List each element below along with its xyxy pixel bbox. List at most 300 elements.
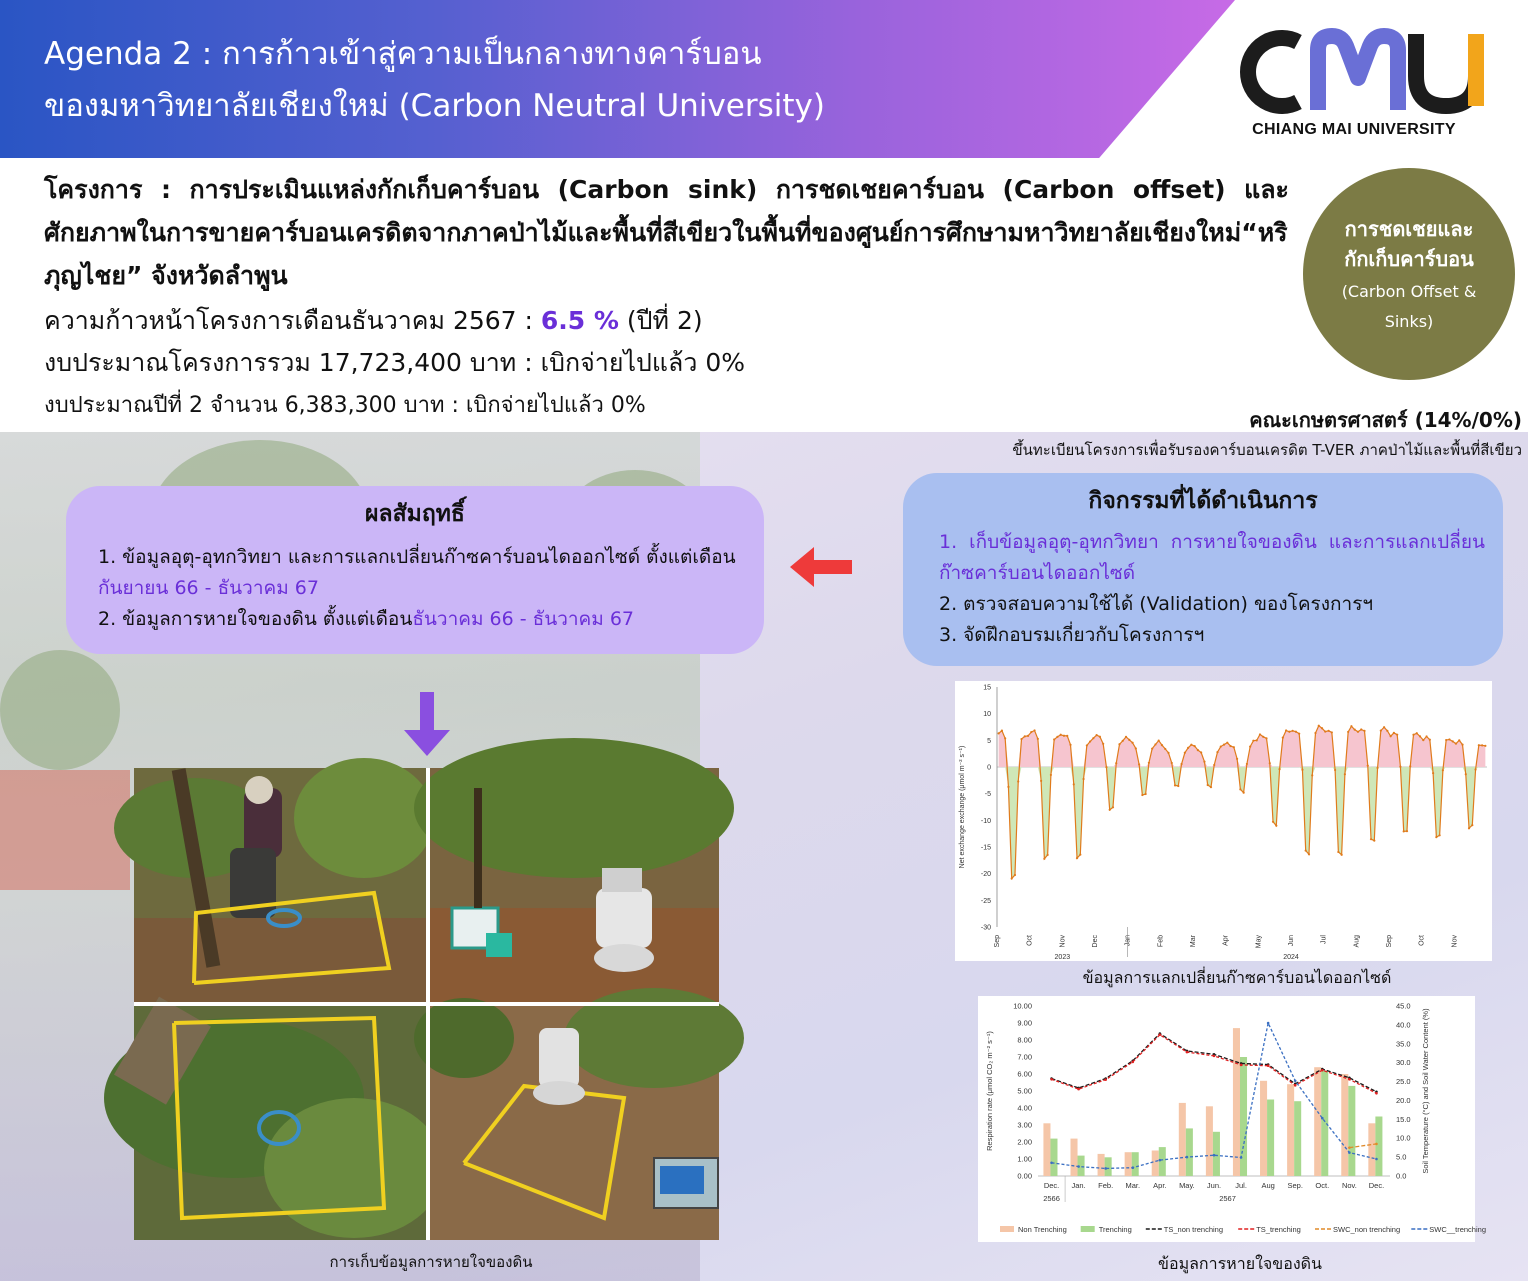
x-tick-label: Jul. bbox=[1235, 1181, 1247, 1190]
x-tick-label: Oct bbox=[1418, 935, 1426, 946]
badge-line-1: การชดเชยและ bbox=[1344, 217, 1474, 241]
y-tick-label: 10.00 bbox=[1013, 1001, 1032, 1011]
data-point bbox=[1354, 729, 1356, 731]
line-point bbox=[1348, 1146, 1351, 1149]
data-point bbox=[1288, 731, 1290, 733]
photo-soil-collar bbox=[104, 997, 444, 1240]
data-point bbox=[1216, 751, 1218, 753]
results-item-text: 1. ข้อมูลอุตุ-อุทกวิทยา และการแลกเปลี่ยนก๊าซคาร์บอนไดออกไซด์ ตั้งแต่เดือน bbox=[98, 546, 736, 568]
line-point bbox=[1375, 1158, 1378, 1161]
data-point bbox=[1360, 728, 1362, 730]
y-tick-label: -30 bbox=[980, 924, 991, 932]
data-point bbox=[1393, 732, 1395, 734]
arrow-left-icon bbox=[788, 545, 854, 589]
data-point bbox=[1180, 763, 1182, 765]
data-point bbox=[1027, 735, 1029, 737]
data-point bbox=[1154, 743, 1156, 745]
line-point bbox=[1321, 1069, 1324, 1072]
bar-non-trenching bbox=[1233, 1028, 1240, 1176]
year-label: 2023 bbox=[1054, 954, 1071, 961]
y-tick-label: 0.00 bbox=[1017, 1171, 1032, 1181]
data-point bbox=[1461, 744, 1463, 746]
data-point bbox=[1007, 786, 1009, 788]
x-tick-label: Jan bbox=[1124, 935, 1132, 947]
x-tick-label: Aug bbox=[1353, 935, 1361, 948]
data-point bbox=[1442, 769, 1444, 771]
x-tick-label: Oct. bbox=[1315, 1181, 1330, 1190]
data-point bbox=[1184, 752, 1186, 754]
bar-non-trenching bbox=[1125, 1152, 1132, 1176]
year-label: 2567 bbox=[1219, 1194, 1236, 1203]
photo-field-worker bbox=[114, 758, 434, 1002]
data-point bbox=[1429, 739, 1431, 741]
x-tick-label: Dec. bbox=[1043, 1181, 1060, 1190]
data-point bbox=[1380, 730, 1382, 732]
data-point bbox=[998, 732, 1000, 734]
line-point bbox=[1321, 1117, 1324, 1120]
data-point bbox=[1321, 727, 1323, 729]
data-point bbox=[1334, 769, 1336, 771]
x-tick-label: Dec bbox=[1092, 935, 1099, 948]
negative-exchange-area bbox=[999, 767, 1486, 878]
data-point bbox=[1468, 827, 1470, 829]
data-point bbox=[1337, 851, 1339, 853]
badge-line-3: (Carbon Offset & bbox=[1341, 282, 1477, 301]
data-point bbox=[1050, 774, 1052, 776]
y2-tick-label: 20.0 bbox=[1396, 1095, 1411, 1105]
y2-tick-label: 35.0 bbox=[1396, 1039, 1411, 1049]
y2-tick-label: 30.0 bbox=[1396, 1058, 1411, 1068]
data-point bbox=[1318, 725, 1320, 727]
data-point bbox=[1376, 767, 1378, 769]
data-point bbox=[1063, 735, 1065, 737]
data-point bbox=[1445, 739, 1447, 741]
x-tick-label: Nov. bbox=[1341, 1181, 1357, 1190]
bar-trenching bbox=[1321, 1071, 1328, 1176]
data-point bbox=[1386, 730, 1388, 732]
data-point bbox=[1033, 729, 1035, 731]
y2-tick-label: 40.0 bbox=[1396, 1020, 1411, 1030]
carbon-offset-badge bbox=[1303, 168, 1515, 380]
data-point bbox=[1481, 744, 1483, 746]
line-point bbox=[1159, 1159, 1162, 1162]
data-point bbox=[1066, 735, 1068, 737]
line-point bbox=[1050, 1078, 1053, 1081]
y-tick-label: 8.00 bbox=[1017, 1035, 1032, 1045]
results-title: ผลสัมฤทธิ์ bbox=[365, 501, 465, 527]
data-point bbox=[1390, 735, 1392, 737]
data-point bbox=[1037, 738, 1039, 740]
line-point bbox=[1077, 1165, 1080, 1168]
data-point bbox=[1164, 748, 1166, 750]
building-decoration bbox=[0, 770, 130, 890]
y2-tick-label: 45.0 bbox=[1396, 1001, 1411, 1011]
data-point bbox=[1174, 784, 1176, 786]
legend-label: TS_non trenching bbox=[1163, 1225, 1224, 1234]
y-tick-label: 0 bbox=[987, 764, 991, 772]
y-tick-label: 5.00 bbox=[1017, 1086, 1032, 1096]
data-point bbox=[1158, 739, 1160, 741]
data-point bbox=[1200, 751, 1202, 753]
x-tick-label: Oct bbox=[1026, 935, 1034, 946]
bar-non-trenching bbox=[1260, 1081, 1267, 1176]
bar-non-trenching bbox=[1043, 1123, 1050, 1176]
data-point bbox=[1043, 858, 1045, 860]
data-point bbox=[1249, 746, 1251, 748]
data-point bbox=[1275, 825, 1277, 827]
y-tick-label: 7.00 bbox=[1017, 1052, 1032, 1062]
data-point bbox=[1141, 794, 1143, 796]
bar-non-trenching bbox=[1368, 1123, 1375, 1176]
title-line-2: ของมหาวิทยาลัยเชียงใหม่ (Carbon Neutral University) bbox=[44, 88, 825, 124]
data-point bbox=[1082, 778, 1084, 780]
data-point bbox=[1324, 730, 1326, 732]
bar-trenching bbox=[1213, 1132, 1220, 1176]
bar-non-trenching bbox=[1314, 1067, 1321, 1176]
budget-year-2: งบประมาณปีที่ 2 จำนวน 6,383,300 บาท : เบิกจ่ายไปแล้ว 0% bbox=[44, 393, 646, 418]
bar-trenching bbox=[1267, 1100, 1274, 1177]
tree-decoration bbox=[0, 650, 120, 770]
data-point bbox=[1367, 765, 1369, 767]
data-point bbox=[1246, 763, 1248, 765]
data-point bbox=[1161, 744, 1163, 746]
progress-value: 6.5 % bbox=[540, 306, 619, 335]
data-point bbox=[1432, 772, 1434, 774]
data-point bbox=[1047, 854, 1049, 856]
data-point bbox=[1233, 746, 1235, 748]
activities-item: 1. เก็บข้อมูลอุตุ-อุทกวิทยา การหายใจของดิน และการแลกเปลี่ยนก๊าซคาร์บอนไดออกไซด์ bbox=[939, 531, 1485, 584]
data-point bbox=[1285, 729, 1287, 731]
data-point bbox=[1203, 761, 1205, 763]
data-point bbox=[1190, 744, 1192, 746]
progress-suffix: (ปีที่ 2) bbox=[626, 306, 703, 335]
data-point bbox=[1073, 783, 1075, 785]
data-point bbox=[1259, 733, 1261, 735]
data-point bbox=[1435, 836, 1437, 838]
budget-total: งบประมาณโครงการรวม 17,723,400 บาท : เบิกจ่ายไปแล้ว 0% bbox=[44, 348, 745, 377]
data-point bbox=[1422, 739, 1424, 741]
x-tick-label: Nov bbox=[1059, 935, 1067, 948]
data-point bbox=[1024, 735, 1026, 737]
y2-tick-label: 5.0 bbox=[1396, 1152, 1407, 1162]
bar-trenching bbox=[1348, 1086, 1355, 1176]
legend-label: Non Trenching bbox=[1018, 1225, 1067, 1234]
data-point bbox=[1122, 740, 1124, 742]
data-point bbox=[1383, 726, 1385, 728]
results-item-text: 2. ข้อมูลการหายใจของดิน ตั้งแต่เดือน bbox=[98, 608, 413, 630]
progress-label: ความก้าวหน้าโครงการเดือนธันวาคม 2567 : bbox=[44, 306, 533, 335]
data-point bbox=[1295, 731, 1297, 733]
line-point bbox=[1186, 1051, 1189, 1054]
data-point bbox=[1278, 768, 1280, 770]
photo-analyzer-setup bbox=[414, 988, 744, 1240]
data-point bbox=[1020, 738, 1022, 740]
data-point bbox=[1458, 739, 1460, 741]
badge-line-4: Sinks) bbox=[1384, 312, 1434, 331]
data-point bbox=[1341, 854, 1343, 856]
line-point bbox=[1294, 1084, 1297, 1087]
data-point bbox=[1099, 736, 1101, 738]
data-point bbox=[1272, 821, 1274, 823]
results-box bbox=[66, 486, 764, 654]
data-point bbox=[1210, 786, 1212, 788]
data-point bbox=[1167, 752, 1169, 754]
y2-axis-label: Soil Temperature (°C) and Soil Water Content (%) bbox=[1421, 1008, 1430, 1174]
co2-exchange-chart bbox=[955, 681, 1492, 961]
data-point bbox=[1229, 745, 1231, 747]
bar-trenching bbox=[1132, 1152, 1139, 1176]
year-label: 2566 bbox=[1043, 1194, 1060, 1203]
data-point bbox=[1373, 839, 1375, 841]
data-point bbox=[1145, 793, 1147, 795]
line-point bbox=[1240, 1064, 1243, 1067]
activities-box bbox=[903, 473, 1503, 666]
badge-line-2: กักเก็บคาร์บอน bbox=[1344, 247, 1474, 271]
line-point bbox=[1104, 1078, 1107, 1081]
data-point bbox=[1069, 744, 1071, 746]
data-point bbox=[1076, 857, 1078, 859]
results-item bbox=[98, 604, 748, 635]
y-tick-label: -5 bbox=[984, 791, 991, 799]
data-point bbox=[1092, 737, 1094, 739]
legend-swatch bbox=[1000, 1226, 1014, 1232]
data-point bbox=[1478, 744, 1480, 746]
data-point bbox=[1452, 740, 1454, 742]
x-tick-label: Feb bbox=[1157, 935, 1165, 948]
bar-trenching bbox=[1186, 1128, 1193, 1176]
arrow-down-icon bbox=[402, 690, 452, 758]
data-point bbox=[1236, 758, 1238, 760]
data-point bbox=[1265, 737, 1267, 739]
data-point bbox=[1471, 824, 1473, 826]
data-point bbox=[1131, 742, 1133, 744]
data-point bbox=[1105, 766, 1107, 768]
photos-caption: การเก็บข้อมูลการหายใจของดิน bbox=[329, 1253, 533, 1271]
data-point bbox=[1425, 735, 1427, 737]
data-point bbox=[1474, 768, 1476, 770]
x-tick-label: Jun bbox=[1288, 935, 1295, 947]
x-tick-label: Jul bbox=[1320, 935, 1328, 944]
line-point bbox=[1375, 1143, 1378, 1146]
data-point bbox=[1011, 877, 1013, 879]
soil-chart-caption: ข้อมูลการหายใจของดิน bbox=[1158, 1254, 1322, 1273]
y-tick-label: -20 bbox=[980, 871, 991, 879]
project-title: โครงการ : การประเมินแหล่งกักเก็บคาร์บอน (Carbon sink) การชดเชยคาร์บอน (Carbon offset) และศักยภาพในการขายคาร์บอนเครดิตจากภาคป่าไม้และพื้นที่สีเขียวในพื้นที่ของศูนย์การศึกษามหาวิทยาลัยเชียงใหม่“หริภุญไชย” จังหวัดลำพูน bbox=[44, 175, 1289, 290]
line-point bbox=[1267, 1022, 1270, 1025]
line-point bbox=[1267, 1064, 1270, 1067]
bar-non-trenching bbox=[1206, 1106, 1213, 1176]
y2-tick-label: 10.0 bbox=[1396, 1133, 1411, 1143]
data-point bbox=[1412, 734, 1414, 736]
y-axis-label: Net exchange exchange (μmol m⁻² s⁻¹) bbox=[959, 745, 966, 869]
data-point bbox=[1344, 773, 1346, 775]
data-point bbox=[1079, 854, 1081, 856]
line-point bbox=[1348, 1151, 1351, 1154]
bar-trenching bbox=[1105, 1157, 1112, 1176]
data-point bbox=[1350, 725, 1352, 727]
y-tick-label: 2.00 bbox=[1017, 1137, 1032, 1147]
line-point bbox=[1294, 1080, 1297, 1083]
data-point bbox=[1138, 763, 1140, 765]
net-exchange-line bbox=[999, 726, 1486, 879]
line-point bbox=[1131, 1061, 1134, 1064]
data-point bbox=[1331, 731, 1333, 733]
data-point bbox=[1370, 838, 1372, 840]
bar-non-trenching bbox=[1152, 1151, 1159, 1177]
line-point bbox=[1186, 1156, 1189, 1159]
x-tick-label: Feb. bbox=[1098, 1181, 1114, 1190]
data-point bbox=[1102, 743, 1104, 745]
bar-non-trenching bbox=[1287, 1084, 1294, 1176]
field-photos bbox=[134, 768, 719, 1240]
data-point bbox=[1060, 734, 1062, 736]
data-point bbox=[1220, 745, 1222, 747]
data-point bbox=[1207, 784, 1209, 786]
data-point bbox=[1269, 762, 1271, 764]
data-point bbox=[1223, 744, 1225, 746]
bar-non-trenching bbox=[1070, 1139, 1077, 1176]
line-point bbox=[1213, 1055, 1216, 1058]
data-point bbox=[1308, 853, 1310, 855]
legend-swatch bbox=[1081, 1226, 1095, 1232]
data-point bbox=[1056, 736, 1058, 738]
data-point bbox=[1448, 738, 1450, 740]
data-point bbox=[1292, 730, 1294, 732]
data-point bbox=[1327, 730, 1329, 732]
y2-tick-label: 0.0 bbox=[1396, 1171, 1407, 1181]
y-tick-label: 10 bbox=[983, 711, 991, 719]
line-point bbox=[1159, 1033, 1162, 1036]
y-tick-label: 9.00 bbox=[1017, 1018, 1032, 1028]
activities-title: กิจกรรมที่ได้ดำเนินการ bbox=[1088, 488, 1318, 514]
bar-non-trenching bbox=[1341, 1074, 1348, 1176]
x-tick-label: May bbox=[1255, 935, 1263, 949]
activities-item: 3. จัดฝึกอบรมเกี่ยวกับโครงการฯ bbox=[939, 624, 1205, 646]
line-point bbox=[1050, 1161, 1053, 1164]
data-point bbox=[1311, 774, 1313, 776]
data-point bbox=[1484, 745, 1486, 747]
data-point bbox=[1409, 765, 1411, 767]
x-tick-label: Sep bbox=[1386, 935, 1393, 948]
x-tick-label: Apr bbox=[1222, 935, 1230, 946]
bar-non-trenching bbox=[1098, 1154, 1105, 1176]
bar-trenching bbox=[1159, 1147, 1166, 1176]
line-point bbox=[1240, 1156, 1243, 1159]
x-tick-label: Nov bbox=[1451, 935, 1459, 948]
x-tick-label: Jun. bbox=[1206, 1181, 1222, 1190]
results-item-period: กันยายน 66 - ธันวาคม 67 bbox=[98, 577, 319, 599]
line-point bbox=[1104, 1167, 1107, 1170]
y-tick-label: 3.00 bbox=[1017, 1120, 1032, 1130]
legend-label: TS_trenching bbox=[1256, 1225, 1301, 1234]
bar-non-trenching bbox=[1179, 1103, 1186, 1176]
x-tick-label: Dec. bbox=[1368, 1181, 1385, 1190]
bar-trenching bbox=[1375, 1117, 1382, 1177]
data-point bbox=[1089, 740, 1091, 742]
data-point bbox=[1187, 747, 1189, 749]
photo-collage bbox=[134, 768, 719, 1240]
data-point bbox=[1171, 762, 1173, 764]
x-tick-label: Apr. bbox=[1153, 1181, 1167, 1190]
data-point bbox=[1239, 788, 1241, 790]
data-point bbox=[1465, 773, 1467, 775]
data-point bbox=[1125, 736, 1127, 738]
activities-item: 2. ตรวจสอบความใช้ได้ (Validation) ของโครงการฯ bbox=[939, 593, 1374, 615]
title-line-1: Agenda 2 : การก้าวเข้าสู่ความเป็นกลางทางคาร์บอน bbox=[44, 36, 762, 72]
y-tick-label: -10 bbox=[980, 817, 991, 825]
x-tick-label: Sep. bbox=[1287, 1181, 1303, 1190]
x-tick-label: May. bbox=[1179, 1181, 1195, 1190]
y-tick-label: 15 bbox=[983, 684, 991, 692]
soil-respiration-chart bbox=[978, 996, 1487, 1242]
legend-label: Trenching bbox=[1098, 1225, 1132, 1234]
co2-chart-caption: ข้อมูลการแลกเปลี่ยนก๊าซคาร์บอนไดออกไซด์ bbox=[1082, 968, 1392, 987]
x-tick-label: Sep bbox=[994, 935, 1001, 948]
data-point bbox=[1416, 732, 1418, 734]
data-point bbox=[1243, 792, 1245, 794]
data-point bbox=[1001, 730, 1003, 732]
line-point bbox=[1131, 1166, 1134, 1169]
logo-subtext: CHIANG MAI UNIVERSITY bbox=[1252, 121, 1456, 138]
line-point bbox=[1213, 1154, 1216, 1157]
y-tick-label: 4.00 bbox=[1017, 1103, 1032, 1113]
data-point bbox=[1226, 742, 1228, 744]
data-point bbox=[1151, 748, 1153, 750]
line-point bbox=[1375, 1092, 1378, 1095]
data-point bbox=[1118, 743, 1120, 745]
data-point bbox=[1096, 734, 1098, 736]
data-point bbox=[1252, 740, 1254, 742]
data-point bbox=[1017, 780, 1019, 782]
data-point bbox=[1419, 735, 1421, 737]
data-point bbox=[1194, 745, 1196, 747]
legend-label: SWC_non trenching bbox=[1333, 1225, 1401, 1234]
y-tick-label: -25 bbox=[980, 897, 991, 905]
data-point bbox=[1455, 743, 1457, 745]
data-point bbox=[1213, 764, 1215, 766]
data-point bbox=[1197, 749, 1199, 751]
results-item bbox=[98, 542, 748, 604]
data-point bbox=[1262, 736, 1264, 738]
data-point bbox=[1177, 785, 1179, 787]
photo-chamber-instrument bbox=[414, 738, 734, 1002]
data-point bbox=[1128, 739, 1130, 741]
data-point bbox=[1301, 769, 1303, 771]
data-point bbox=[1347, 731, 1349, 733]
data-point bbox=[1115, 762, 1117, 764]
data-point bbox=[1030, 731, 1032, 733]
data-point bbox=[1112, 806, 1114, 808]
results-item-period: ธันวาคม 66 - ธันวาคม 67 bbox=[412, 608, 635, 630]
faculty-label: คณะเกษตรศาสตร์ (14%/0%) bbox=[1249, 408, 1522, 432]
data-point bbox=[1399, 766, 1401, 768]
data-point bbox=[1014, 874, 1016, 876]
tver-note: ขึ้นทะเบียนโครงการเพื่อรับรองคาร์บอนเครดิต T-VER ภาคป่าไม้และพื้นที่สีเขียว bbox=[1012, 441, 1522, 459]
data-point bbox=[1357, 731, 1359, 733]
x-tick-label: Jan. bbox=[1071, 1181, 1086, 1190]
y-tick-label: 1.00 bbox=[1017, 1154, 1032, 1164]
line-point bbox=[1348, 1078, 1351, 1081]
data-point bbox=[1053, 738, 1055, 740]
progress-line bbox=[44, 303, 703, 339]
x-tick-label: Aug bbox=[1261, 1181, 1275, 1190]
data-point bbox=[1086, 744, 1088, 746]
x-tick-label: Mar. bbox=[1125, 1181, 1141, 1190]
data-point bbox=[1403, 830, 1405, 832]
year-label: 2024 bbox=[1283, 954, 1299, 961]
legend-label: SWC__trenching bbox=[1429, 1225, 1487, 1234]
data-point bbox=[1305, 849, 1307, 851]
